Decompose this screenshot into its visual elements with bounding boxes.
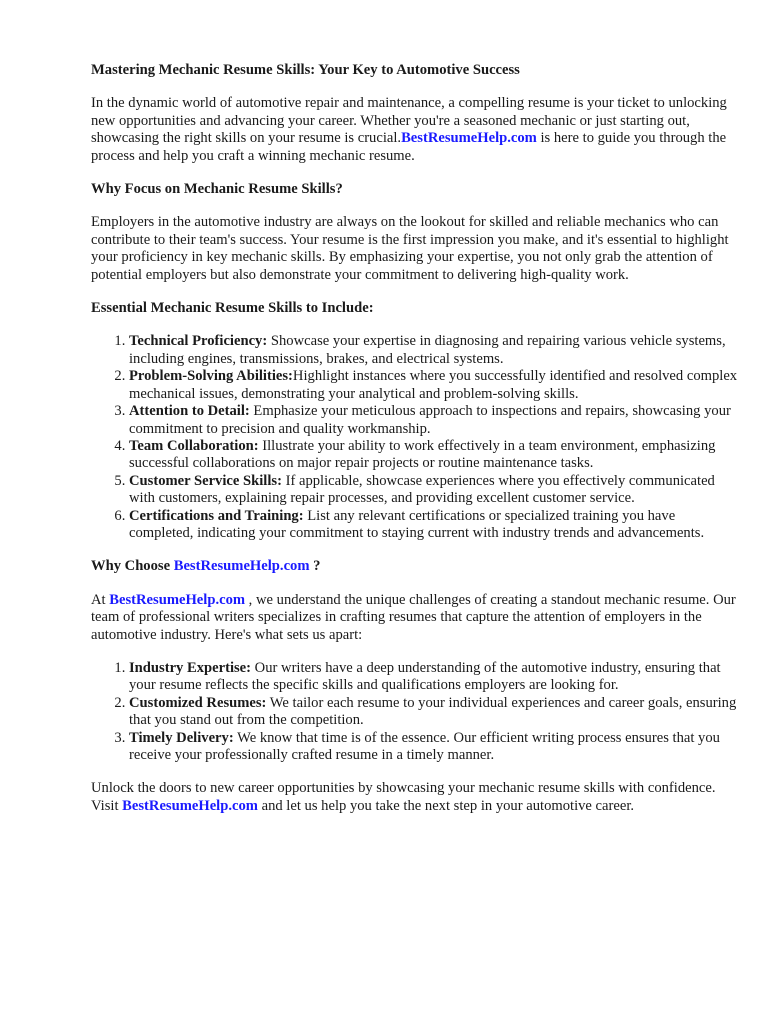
closing-paragraph: [91, 780, 738, 815]
why-choose-body-link[interactable]: BestResumeHelp.com: [109, 591, 246, 608]
closing-text: Unlock the doors to new career opportunities by showcasing your mechanic resume skills with confidence. Visit: [91, 780, 716, 814]
skill-text: Highlight instances where you successfully identified and resolved complex mechanical issues, demonstrating your analytical and problem-solving skills.: [129, 368, 738, 402]
why-focus-body: Employers in the automotive industry are always on the lookout for skilled and reliable mechanics who can contribute to their team's success. Your resume is the first impression you make, and it's essential to highlight your proficiency in key mechanic skills. By emphasizing your expertise, you not only grab the attention of potential employers but also demonstrate your commitment to delivering high-quality work.: [91, 214, 729, 283]
skill-text: If applicable, showcase experiences where you effectively communicated with customers, explaining repair processes, and providing excellent customer service.: [129, 472, 715, 507]
why-choose-body-text: , we understand the unique challenges of creating a standout mechanic resume. Our team of professional writers specializes in crafting resumes that capture the attention of employers in the automotive industry. Here's what sets us apart:: [91, 591, 736, 643]
skill-text: Illustrate your ability to work effectively in a team environment, emphasizing successful collaborations on major repair projects or routine maintenance tasks.: [129, 437, 716, 472]
list-item: [129, 730, 738, 765]
skill-label: Customer Service Skills:: [129, 472, 282, 489]
skill-text: Showcase your expertise in diagnosing and repairing various vehicle systems, including engines, transmissions, brakes, and electrical systems.: [129, 333, 726, 367]
why-choose-heading-link[interactable]: BestResumeHelp.com: [173, 558, 310, 575]
skill-label: Team Collaboration:: [129, 437, 259, 454]
skills-heading: Essential Mechanic Resume Skills to Include:: [91, 300, 374, 317]
skill-label: Problem-Solving Abilities:: [129, 368, 293, 385]
skill-label: Attention to Detail:: [129, 403, 250, 420]
closing-link[interactable]: BestResumeHelp.com: [122, 797, 258, 814]
benefit-label: Customized Resumes:: [129, 694, 267, 711]
benefits-list: [91, 660, 738, 764]
why-focus-heading: Why Focus on Mechanic Resume Skills?: [91, 181, 343, 198]
list-item: [129, 403, 738, 438]
skills-list: [91, 333, 738, 542]
list-item: [129, 660, 738, 695]
skill-label: Technical Proficiency:: [129, 333, 268, 350]
intro-link[interactable]: BestResumeHelp.com: [401, 130, 537, 147]
benefit-label: Timely Delivery:: [129, 729, 234, 746]
why-choose-body: [91, 592, 738, 644]
benefit-text: Our writers have a deep understanding of the automotive industry, ensuring that your resume reflects the specific skills and qualifications employers are looking for.: [129, 659, 721, 694]
list-item: [129, 438, 738, 473]
page-title: Mastering Mechanic Resume Skills: Your Key to Automotive Success: [91, 62, 520, 78]
intro-paragraph: [91, 95, 738, 165]
intro-text: In the dynamic world of automotive repair and maintenance, a compelling resume is your ticket to unlocking new opportunities and advancing your career. Whether you're a seasoned mechanic or just starting out, showcasing the right skills on your resume is crucial.: [91, 95, 727, 147]
list-item: [129, 508, 738, 543]
skill-text: List any relevant certifications or specialized training you have completed, indicating your commitment to staying current with industry trends and advancements.: [129, 507, 705, 541]
benefit-text: We tailor each resume to your individual experiences and career goals, ensuring that you stand out from the competition.: [129, 694, 737, 729]
skill-label: Certifications and Training:: [129, 507, 304, 524]
why-choose-heading: [91, 558, 738, 575]
benefit-text: We know that time is of the essence. Our efficient writing process ensures that you receive your professionally crafted resume in a timely manner.: [129, 729, 720, 763]
why-choose-body-prefix: At: [91, 591, 110, 608]
why-choose-suffix: ?: [309, 558, 321, 575]
list-item: [129, 368, 738, 403]
list-item: [129, 695, 738, 730]
list-item: [129, 333, 738, 368]
closing-text-2: and let us help you take the next step in your automotive career.: [257, 797, 635, 814]
list-item: [129, 473, 738, 508]
skill-text: Emphasize your meticulous approach to inspections and repairs, showcasing your commitment to precision and quality workmanship.: [129, 403, 731, 437]
intro-text-2: is here to guide you through the process and help you craft a winning mechanic resume.: [91, 130, 727, 164]
why-choose-prefix: Why Choose: [91, 558, 174, 575]
benefit-label: Industry Expertise:: [129, 659, 252, 676]
